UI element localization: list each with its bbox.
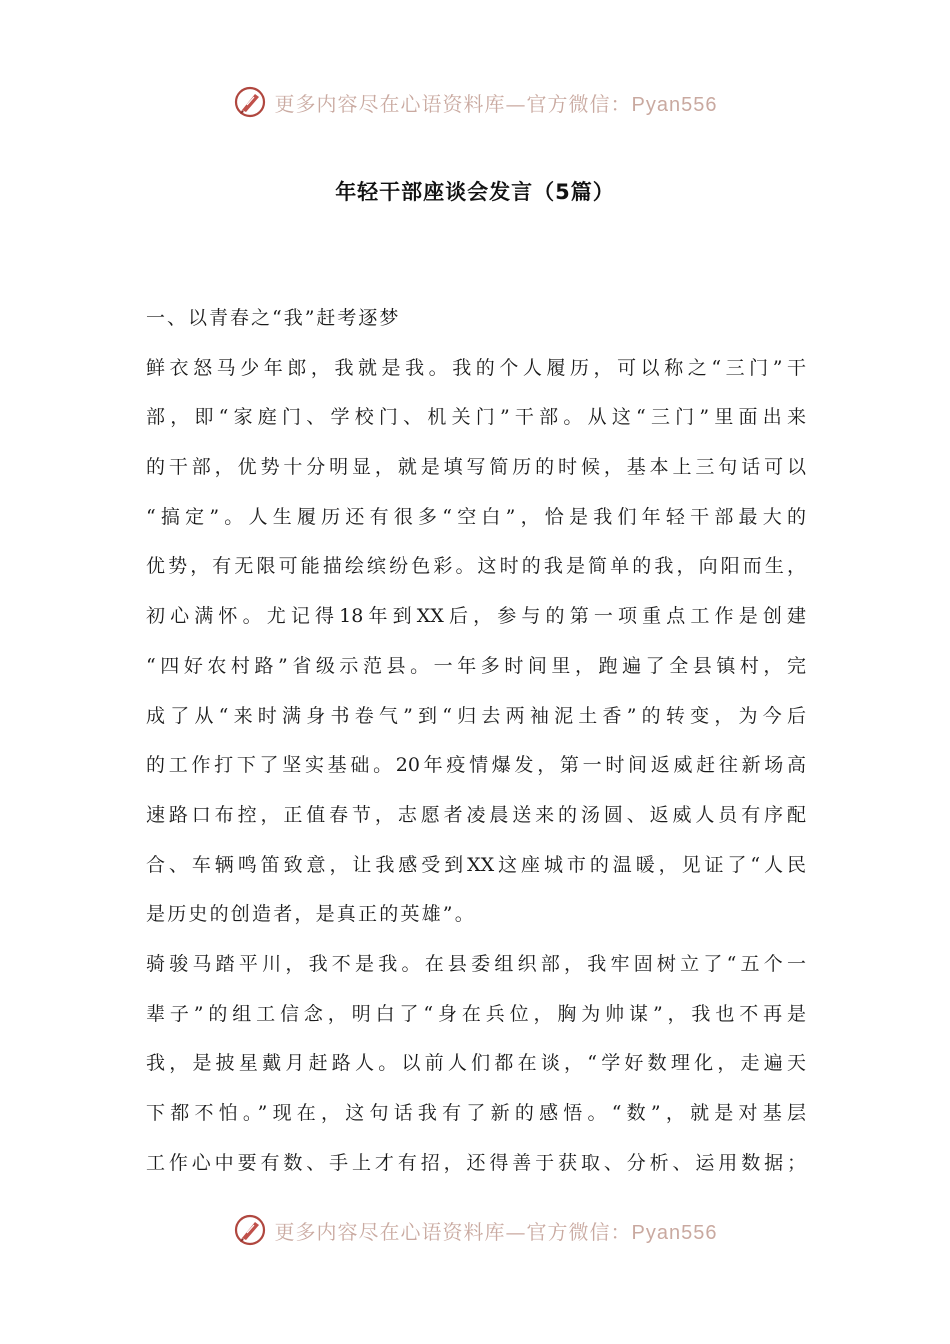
quill-pen-logo-icon bbox=[233, 85, 267, 119]
body-line: 鲜衣怒马少年郎，我就是我。我的个人履历，可以称之“三门”干 bbox=[146, 356, 806, 379]
body-line: “四好农村路”省级示范县。一年多时间里，跑遍了全县镇村，完 bbox=[146, 654, 806, 677]
body-line: 工作心中要有数、手上才有招，还得善于获取、分析、运用数据； bbox=[146, 1151, 806, 1174]
body-line: 的工作打下了坚实基础。20年疫情爆发，第一时间返威赶往新场高 bbox=[146, 754, 806, 777]
body-line: 初心满怀。尤记得18年到XX后，参与的第一项重点工作是创建 bbox=[146, 605, 806, 628]
body-line: “搞定”。人生履历还有很多“空白”，恰是我们年轻干部最大的 bbox=[146, 505, 806, 528]
header-watermark bbox=[0, 82, 950, 122]
watermark-contact: Pyan556 bbox=[631, 93, 718, 116]
document-body bbox=[146, 298, 806, 1192]
watermark-text: 更多内容尽在心语资料库—官方微信：Pyan556 bbox=[274, 1219, 718, 1244]
watermark-contact: Pyan556 bbox=[631, 1221, 718, 1244]
section-heading: 一、以青春之“我”赶考逐梦 bbox=[146, 307, 401, 329]
quill-pen-logo-icon bbox=[233, 1213, 267, 1247]
watermark-text: 更多内容尽在心语资料库—官方微信：Pyan556 bbox=[274, 91, 718, 116]
footer-watermark bbox=[0, 1210, 950, 1250]
document-title: 年轻干部座谈会发言（5篇） bbox=[335, 180, 615, 204]
body-line: 骑骏马踏平川，我不是我。在县委组织部，我牢固树立了“五个一 bbox=[146, 952, 806, 975]
body-line: 的干部，优势十分明显，就是填写简历的时候，基本上三句话可以 bbox=[146, 456, 806, 479]
body-line: 部，即“家庭门、学校门、机关门”干部。从这“三门”里面出来 bbox=[146, 406, 806, 429]
body-line: 辈子”的组工信念，明白了“身在兵位，胸为帅谋”，我也不再是 bbox=[146, 1002, 806, 1025]
body-line: 是历史的创造者，是真正的英雄”。 bbox=[146, 903, 476, 926]
body-line: 我，是披星戴月赶路人。以前人们都在谈，“学好数理化，走遍天 bbox=[146, 1052, 806, 1075]
body-line: 合、车辆鸣笛致意，让我感受到XX这座城市的温暖，见证了“人民 bbox=[146, 853, 806, 876]
body-line: 速路口布控，正值春节，志愿者凌晨送来的汤圆、返威人员有序配 bbox=[146, 803, 806, 826]
body-line: 下都不怕。”现在，这句话我有了新的感悟。“数”，就是对基层 bbox=[146, 1102, 806, 1124]
body-line: 优势，有无限可能描绘缤纷色彩。这时的我是简单的我，向阳而生， bbox=[146, 555, 806, 578]
body-line: 成了从“来时满身书卷气”到“归去两袖泥土香”的转变，为今后 bbox=[146, 704, 806, 727]
